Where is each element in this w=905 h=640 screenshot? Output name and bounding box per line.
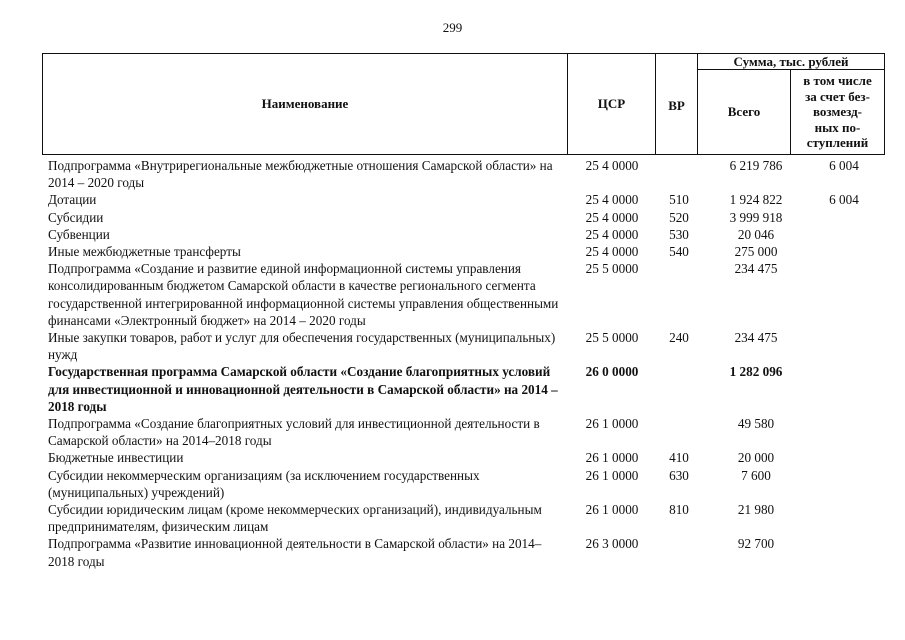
header-vr: ВР <box>668 98 685 113</box>
row-name: Субсидии <box>48 209 104 225</box>
row-total: 1 924 822 <box>729 192 783 208</box>
row-incl: 6 004 <box>829 158 859 173</box>
row-csr: 25 4 0000 <box>585 244 639 260</box>
header-name: Наименование <box>261 96 349 111</box>
table-row <box>46 157 891 191</box>
row-vr: 540 <box>669 244 689 260</box>
table-row <box>46 226 891 243</box>
row-total: 7 600 <box>741 467 771 483</box>
header-sum-group: Сумма, тыс. рублей <box>733 53 849 69</box>
row-csr: 25 4 0000 <box>585 158 639 173</box>
row-total: 3 999 918 <box>729 209 783 225</box>
row-vr: 410 <box>669 450 689 466</box>
row-csr: 26 1 0000 <box>585 467 639 483</box>
table-row <box>46 209 891 226</box>
row-csr: 26 3 0000 <box>585 536 639 552</box>
row-name: Дотации <box>48 192 97 208</box>
row-vr: 520 <box>669 209 689 225</box>
table-row <box>46 535 891 569</box>
row-total: 234 475 <box>734 330 778 346</box>
table-row <box>46 260 891 329</box>
page-number: 299 <box>442 20 463 35</box>
row-name: Субсидии некоммерческим организациям (за исключением государственных (муниципальных) учреждений) <box>48 467 480 500</box>
row-csr: 25 4 0000 <box>585 192 639 208</box>
header-right-border <box>884 53 885 155</box>
row-name: Бюджетные инвестиции <box>48 450 184 466</box>
table-row <box>46 467 891 501</box>
row-name: Иные закупки товаров, работ и услуг для обеспечения государственных (муниципальных) нужд <box>48 330 556 363</box>
table-row <box>46 363 891 415</box>
row-total: 1 282 096 <box>729 364 783 380</box>
row-total: 234 475 <box>734 261 778 277</box>
row-csr: 26 1 0000 <box>585 416 639 432</box>
row-vr: 510 <box>669 192 689 208</box>
row-total: 6 219 786 <box>729 158 783 173</box>
row-name: Подпрограмма «Развитие инновационной деятельности в Самарской области» на 2014–2018 годы <box>48 536 542 569</box>
header-csr: ЦСР <box>597 96 626 111</box>
table-header <box>42 53 885 155</box>
table-row <box>46 329 891 363</box>
row-vr: 530 <box>669 226 689 242</box>
row-csr: 25 4 0000 <box>585 209 639 225</box>
row-csr: 26 1 0000 <box>585 450 639 466</box>
row-total: 92 700 <box>737 536 775 552</box>
header-bottom-border <box>42 154 885 155</box>
row-csr: 26 0 0000 <box>585 364 639 380</box>
row-name: Субвенции <box>48 226 110 242</box>
row-total: 275 000 <box>734 244 778 260</box>
row-vr: 240 <box>669 330 689 346</box>
row-name: Субсидии юридическим лицам (кроме некоммерческих организаций), индивидуальным предпринимателям, физическим лицам <box>48 502 542 535</box>
row-total: 20 000 <box>737 450 775 466</box>
table-row <box>46 415 891 449</box>
row-name: Подпрограмма «Внутрирегиональные межбюджетные отношения Самарской области» на 2014 – 2020 годы <box>48 158 553 191</box>
table-row <box>46 449 891 466</box>
row-csr: 25 5 0000 <box>585 261 639 277</box>
table-row <box>46 243 891 260</box>
table-body <box>46 157 891 570</box>
row-total: 21 980 <box>737 502 775 518</box>
row-name: Государственная программа Самарской области «Создание благоприятных условий для инвестиционной и инновационной деятельности в Самарской области» на 2014 – 2018 годы <box>48 364 558 414</box>
row-name: Подпрограмма «Создание благоприятных условий для инвестиционной деятельности в Самарской области» на 2014–2018 годы <box>48 416 540 449</box>
header-incl: в том числе за счет без- возмезд- ных по- ступлений <box>803 73 872 151</box>
row-csr: 26 1 0000 <box>585 502 639 518</box>
row-vr: 630 <box>669 467 689 483</box>
row-csr: 25 4 0000 <box>585 226 639 242</box>
row-total: 20 046 <box>737 226 775 242</box>
row-total: 49 580 <box>737 416 775 432</box>
row-incl: 6 004 <box>829 192 859 208</box>
row-vr: 810 <box>669 502 689 518</box>
row-name: Подпрограмма «Создание и развитие единой информационной системы управления консолидированным бюджетом Самарской области в качестве регионального сегмента государственной интегрированной информационной системы управления общественными финансами «Электронный бюджет» на 2014 – 2020 годы <box>48 261 559 328</box>
table-row <box>46 191 891 208</box>
header-total: Всего <box>727 104 761 119</box>
row-csr: 25 5 0000 <box>585 330 639 346</box>
row-name: Иные межбюджетные трансферты <box>48 244 241 260</box>
table-row <box>46 501 891 535</box>
